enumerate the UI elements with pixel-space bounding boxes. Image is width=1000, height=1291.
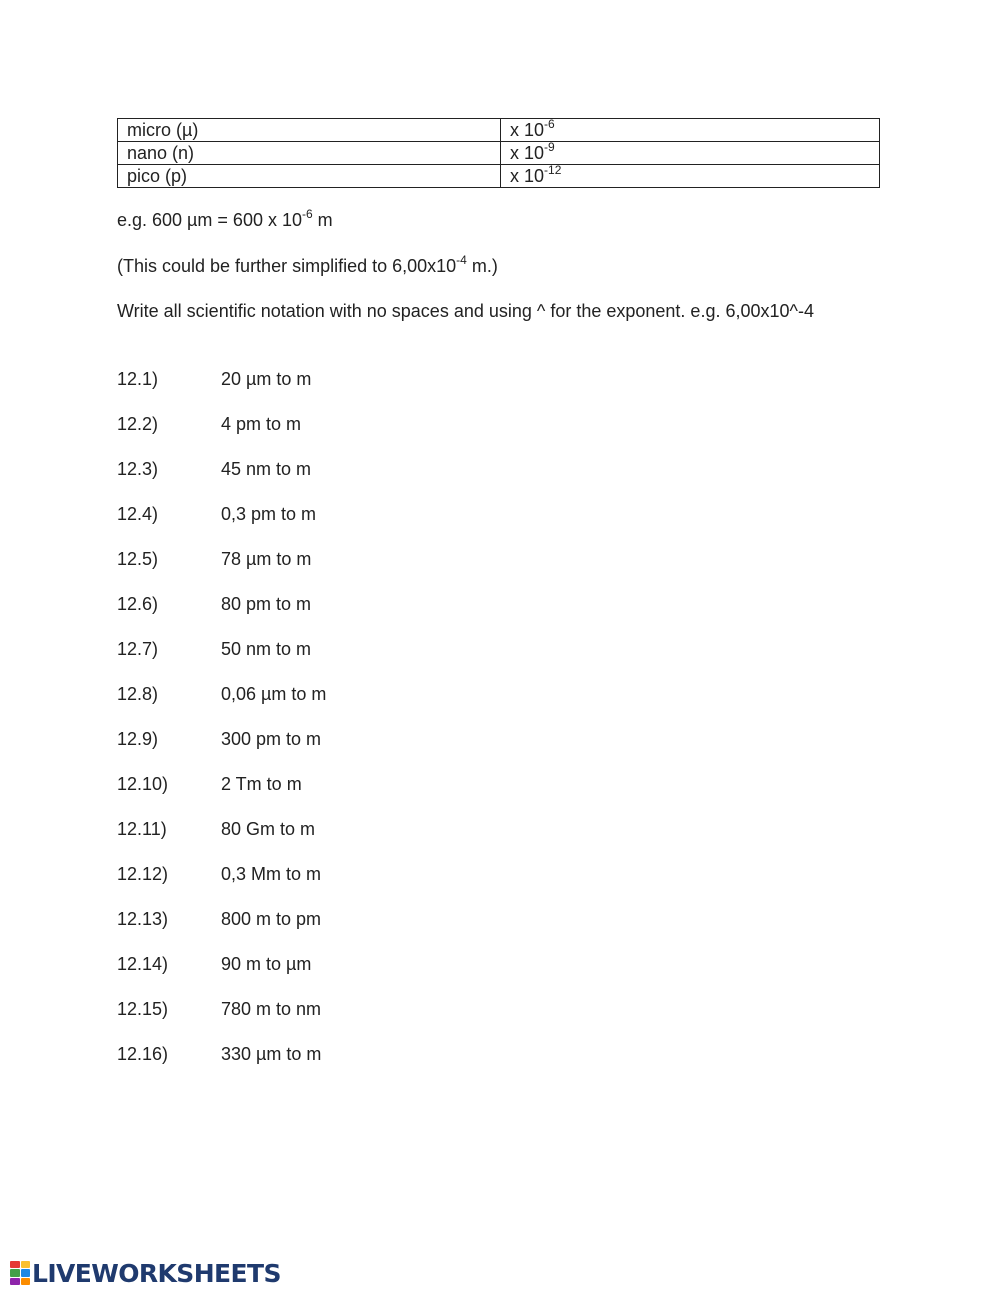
liveworksheets-logo-icon [10,1261,30,1285]
question-number: 12.11) [117,819,167,839]
question-text: 20 µm to m [221,369,312,389]
prefix-table [117,118,880,188]
question-number: 12.14) [117,954,169,974]
question-number: 12.6) [117,594,159,614]
factor-exponent: -6 [544,117,555,131]
question-number: 12.4) [117,504,159,524]
logo-text: LIVEWORKSHEETS [32,1258,281,1288]
factor-base: x 10 [510,120,545,140]
question-text: 80 pm to m [221,594,312,614]
question-text: 0,06 µm to m [221,684,327,704]
question-number: 12.15) [117,999,169,1019]
question-text: 0,3 Mm to m [221,864,322,884]
liveworksheets-logo [10,1259,281,1287]
factor-exponent: -9 [544,140,555,154]
logo-mark-block [10,1278,20,1285]
question-number: 12.13) [117,909,169,929]
instruction-text: Write all scientific notation with no spaces and using ^ for the exponent. e.g. 6,00x10^-4 [117,301,814,321]
table-row [118,119,880,142]
question-text: 780 m to nm [221,999,322,1019]
question-number: 12.9) [117,729,159,749]
question-text: 2 Tm to m [221,774,302,794]
prefix-cell: nano (n) [118,142,501,165]
logo-mark-block [10,1261,20,1268]
question-text: 300 pm to m [221,729,322,749]
question-number: 12.10) [117,774,169,794]
example-after: m [312,210,333,230]
simplified-after: m.) [466,256,498,276]
factor-exponent: -12 [544,163,562,177]
simplified-exponent: -4 [456,253,467,267]
table-row [118,142,880,165]
question-text: 800 m to pm [221,909,322,929]
example-before: e.g. 600 µm = 600 x 10 [117,210,302,230]
logo-mark-block [21,1261,31,1268]
factor-base: x 10 [510,166,545,186]
question-number: 12.5) [117,549,159,569]
prefix-cell: pico (p) [118,165,501,188]
factor-cell [501,142,880,165]
factor-cell [501,165,880,188]
question-text: 45 nm to m [221,459,312,479]
question-text: 80 Gm to m [221,819,316,839]
question-text: 90 m to µm [221,954,312,974]
question-number: 12.8) [117,684,159,704]
question-text: 0,3 pm to m [221,504,317,524]
example-text [117,207,333,231]
question-text: 78 µm to m [221,549,312,569]
factor-base: x 10 [510,143,545,163]
question-number: 12.12) [117,864,169,884]
factor-cell [501,119,880,142]
table-row [118,165,880,188]
question-number: 12.7) [117,639,159,659]
logo-mark-block [21,1278,31,1285]
example-exponent: -6 [302,207,313,221]
question-text: 4 pm to m [221,414,302,434]
question-number: 12.16) [117,1044,169,1064]
question-text: 330 µm to m [221,1044,322,1064]
logo-mark-block [10,1269,20,1276]
logo-mark-block [21,1269,31,1276]
question-number: 12.1) [117,369,159,389]
question-number: 12.2) [117,414,159,434]
simplified-text [117,253,498,277]
simplified-before: (This could be further simplified to 6,00x10 [117,256,457,276]
question-text: 50 nm to m [221,639,312,659]
prefix-cell: micro (µ) [118,119,501,142]
question-number: 12.3) [117,459,159,479]
